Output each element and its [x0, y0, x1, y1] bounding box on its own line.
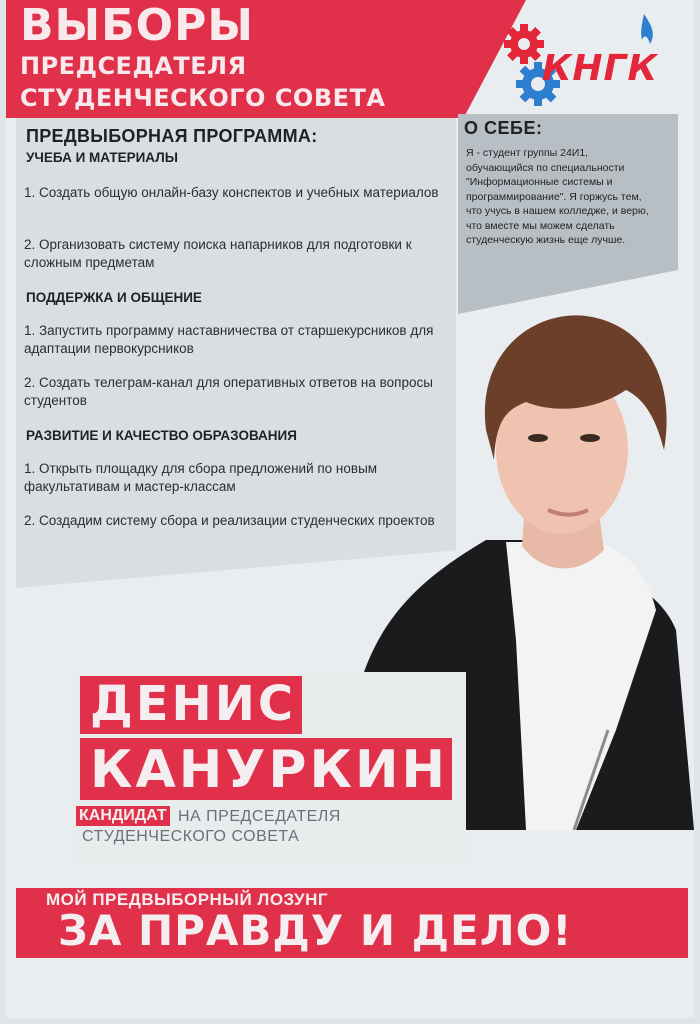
slogan-label: МОЙ ПРЕДВЫБОРНЫЙ ЛОЗУНГ — [46, 890, 329, 909]
poster-subtitle-line1: ПРЕДСЕДАТЕЛЯ — [20, 52, 247, 80]
candidate-first-name: ДЕНИС — [90, 676, 297, 732]
college-logo — [502, 10, 672, 110]
candidate-role-line1: НА ПРЕДСЕДАТЕЛЯ — [178, 808, 341, 825]
about-title: О СЕБЕ: — [464, 118, 543, 138]
program-item: 2. Создать телеграм-канал для оперативных ответов на вопросы студентов — [24, 375, 433, 408]
section-title-development: РАЗВИТИЕ И КАЧЕСТВО ОБРАЗОВАНИЯ — [26, 428, 297, 443]
poster-title: ВЫБОРЫ — [20, 0, 254, 51]
candidate-role-highlight: КАНДИДАТ — [76, 806, 170, 826]
election-poster — [6, 0, 694, 1018]
logo-text: КНГК — [542, 48, 658, 89]
program-item: 2. Организовать систему поиска напарников для подготовки к сложным предметам — [24, 237, 412, 270]
program-item: 1. Открыть площадку для сбора предложений по новым факультативам и мастер-классам — [24, 461, 378, 494]
program-item: 1. Запустить программу наставничества от старшекурсников для адаптации первокурсников — [24, 323, 434, 356]
about-text: Я - студент группы 24И1, обучающийся по специальности "Информационные системы и программирование". Я горжусь тем, что учусь в нашем колледже, и верю, что вместе мы можем сделать студенческую жизнь еще лучше. — [466, 147, 649, 246]
section-title-study: УЧЕБА И МАТЕРИАЛЫ — [26, 150, 178, 165]
candidate-role-line2: СТУДЕНЧЕСКОГО СОВЕТА — [82, 828, 300, 845]
slogan-text: ЗА ПРАВДУ И ДЕЛО! — [58, 906, 573, 955]
section-title-support: ПОДДЕРЖКА И ОБЩЕНИЕ — [26, 290, 202, 305]
program-title: ПРЕДВЫБОРНАЯ ПРОГРАММА: — [26, 126, 318, 146]
program-item: 2. Создадим систему сбора и реализации студенческих проектов — [24, 513, 435, 528]
candidate-last-name: КАНУРКИН — [90, 740, 449, 800]
program-item: 1. Создать общую онлайн-базу конспектов и учебных материалов — [24, 185, 439, 200]
poster-subtitle-line2: СТУДЕНЧЕСКОГО СОВЕТА — [20, 84, 386, 112]
